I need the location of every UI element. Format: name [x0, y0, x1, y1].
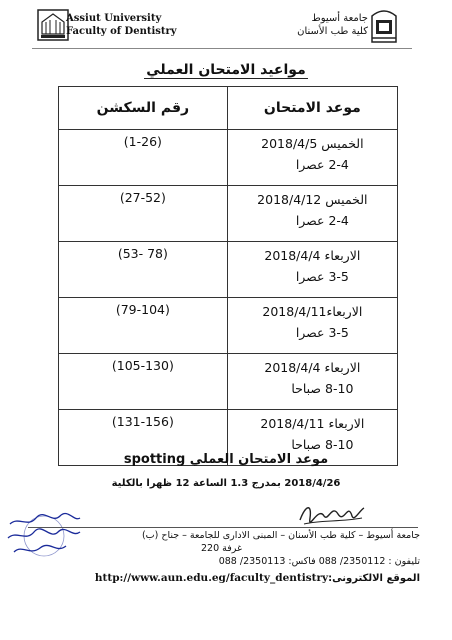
section-number: (53- 78) — [59, 242, 228, 298]
section-number: (131-156) — [59, 410, 228, 466]
exam-date-cell — [227, 186, 397, 242]
spotting-detail: 2018/4/26 بمدرج 1.3 الساعة 12 ظهرا بالكلية — [111, 478, 341, 489]
section-number: (79-104) — [59, 298, 228, 354]
header-arabic — [288, 12, 368, 38]
section-number: (1-26) — [59, 130, 228, 186]
footer-website-url[interactable]: http://www.aun.edu.eg/faculty_dentistry — [94, 572, 329, 584]
exam-time: 3-5 عصرا — [295, 269, 349, 284]
university-name-ar: جامعة أسيوط — [311, 13, 368, 24]
exam-date-cell — [227, 354, 397, 410]
spotting-heading: موعد الامتحان العملي spotting — [123, 452, 329, 467]
table-row — [59, 298, 398, 354]
column-header-section: رقم السكشن — [59, 87, 228, 130]
page-title-text: مواعيد الامتحان العملي — [146, 62, 306, 78]
exam-time: 8-10 صباحا — [291, 381, 354, 396]
schedule-table — [58, 86, 398, 466]
table-row — [59, 186, 398, 242]
footer-room: غرفة 220 — [200, 543, 242, 554]
footer-website — [60, 572, 420, 585]
footer-divider — [28, 527, 418, 528]
exam-date: الاربعاء 2018/4/11 — [260, 416, 365, 431]
university-name-en: Assiut University — [66, 13, 162, 24]
header-divider — [32, 48, 412, 49]
exam-date: الخميس 2018/4/12 — [257, 192, 368, 207]
page-title — [0, 62, 452, 78]
exam-date-cell — [227, 130, 397, 186]
exam-date: الاربعاء2018/4/11 — [262, 304, 363, 319]
exam-date: الاربعاء 2018/4/4 — [264, 360, 361, 375]
faculty-name-en: Faculty of Dentistry — [66, 26, 177, 37]
table-row — [59, 354, 398, 410]
header-english — [66, 12, 266, 38]
footer-phone: تليفون : 2350112/ 088 فاكس: 2350113/ 088 — [218, 556, 420, 567]
table-row — [59, 242, 398, 298]
footer-website-label: الموقع الالكترونى: — [328, 573, 420, 584]
exam-date-cell — [227, 298, 397, 354]
table-row — [59, 130, 398, 186]
section-number: (105-130) — [59, 354, 228, 410]
exam-time: 3-5 عصرا — [295, 325, 349, 340]
exam-time: 8-10 صباحا — [291, 437, 354, 452]
handwritten-signature — [296, 498, 366, 528]
faculty-logo-right — [368, 6, 400, 46]
exam-date: الخميس 2018/4/5 — [261, 136, 364, 151]
exam-time: 2-4 عصرا — [295, 213, 349, 228]
footer-address: جامعة أسيوط – كلية طب الأسنان – المبنى الادارى للجامعة – جناح (ب) — [141, 530, 420, 541]
university-logo-left — [36, 8, 70, 42]
faculty-name-ar: كلية طب الأسنان — [297, 26, 368, 37]
exam-date: الاربعاء 2018/4/4 — [264, 248, 361, 263]
table-header-row — [59, 87, 398, 130]
exam-time: 2-4 عصرا — [295, 157, 349, 172]
exam-date-cell — [227, 242, 397, 298]
section-number: (27-52) — [59, 186, 228, 242]
column-header-date: موعد الامتحان — [227, 87, 397, 130]
